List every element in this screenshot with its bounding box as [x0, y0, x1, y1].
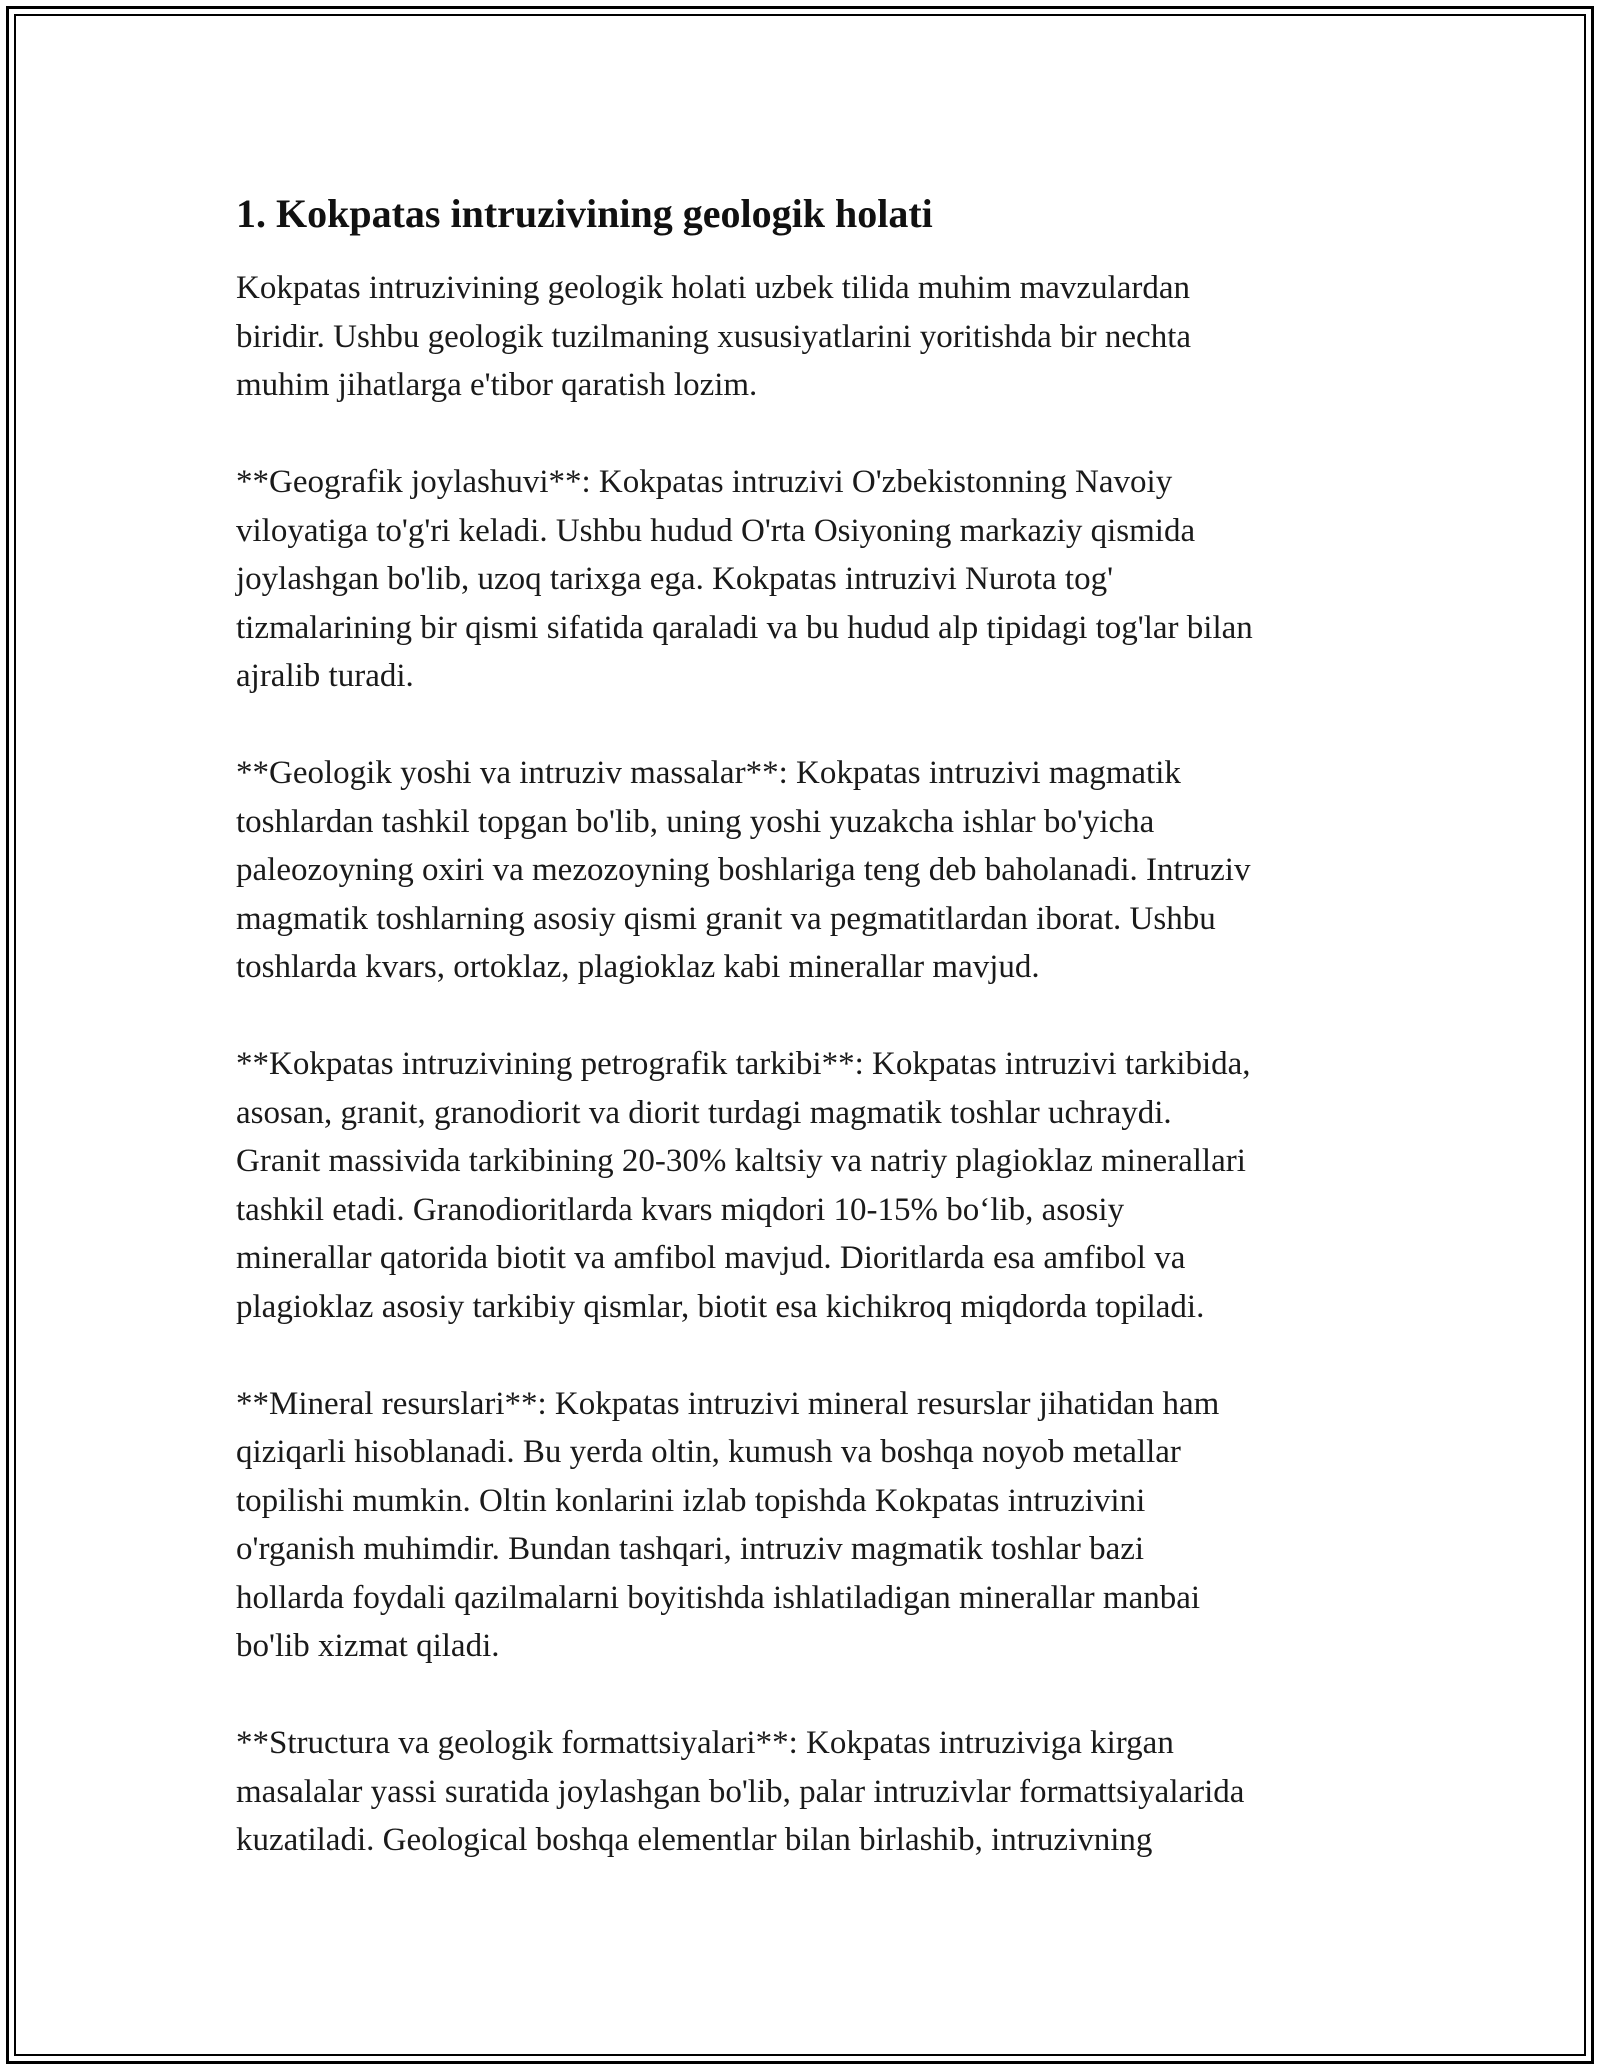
- paragraph-geologic-age: **Geologik yoshi va intruziv massalar**: Kokpatas intruzivi magmatik toshlardan tashkil topgan bo'lib, uning yoshi yuzakcha ishlar bo'yicha paleozoyning oxiri va mezozoyning boshlariga teng deb baholanadi. Intruziv magmatik toshlarning asosiy qismi granit va pegmatitlardan iborat. Ushbu toshlarda kvars, ortoklaz, plagioklaz kabi minerallar mavjud.: [236, 755, 1251, 985]
- paragraph-structure-formations: **Structura va geologik formattsiyalari**: Kokpatas intruziviga kirgan masalalar yassi suratida joylashgan bo'lib, palar intruzivlar formattsiyalarida kuzatiladi. Geological boshqa elementlar bilan birlashib, intruzivning: [236, 1725, 1245, 1858]
- document-title: 1. Kokpatas intruzivining geologik holati: [236, 191, 933, 236]
- paragraph-mineral-resources: **Mineral resurslari**: Kokpatas intruzivi mineral resurslar jihatidan ham qiziqarli hisoblanadi. Bu yerda oltin, kumush va boshqa noyob metallar topilishi mumkin. Oltin konlarini izlab topishda Kokpatas intruzivini o'rganish muhimdir. Bundan tashqari, intruziv magmatik toshlar bazi hollarda foydali qazilmalarni boyitishda ishlatiladigan minerallar manbai bo'lib xizmat qiladi.: [236, 1385, 1220, 1664]
- paragraph-geographic-location: **Geografik joylashuvi**: Kokpatas intruzivi O'zbekistonning Navoiy viloyatiga to'g'ri keladi. Ushbu hudud O'rta Osiyoning markaziy qismida joylashgan bo'lib, uzoq tarixga ega. Kokpatas intruzivi Nurota tog' tizmalarining bir qismi sifatida qaraladi va bu hudud alp tipidagi tog'lar bilan ajralib turadi.: [236, 464, 1253, 694]
- paragraph-intro: Kokpatas intruzivining geologik holati uzbek tilida muhim mavzulardan biridir. Ushbu geologik tuzilmaning xususiyatlarini yoritishda bir nechta muhim jihatlarga e'tibor qaratish lozim.: [236, 270, 1192, 403]
- document-page: [236, 190, 1376, 1913]
- paragraph-petrographic-composition: **Kokpatas intruzivining petrografik tarkibi**: Kokpatas intruzivi tarkibida, asosan, granit, granodiorit va diorit turdagi magmatik toshlar uchraydi. Granit massivida tarkibining 20-30% kaltsiy va natriy plagioklaz minerallari tashkil etadi. Granodioritlarda kvars miqdori 10-15% bo‘lib, asosiy minerallar qatorida biotit va amfibol mavjud. Dioritlarda esa amfibol va plagioklaz asosiy tarkibiy qismlar, biotit esa kichikroq miqdorda topiladi.: [236, 1046, 1251, 1325]
